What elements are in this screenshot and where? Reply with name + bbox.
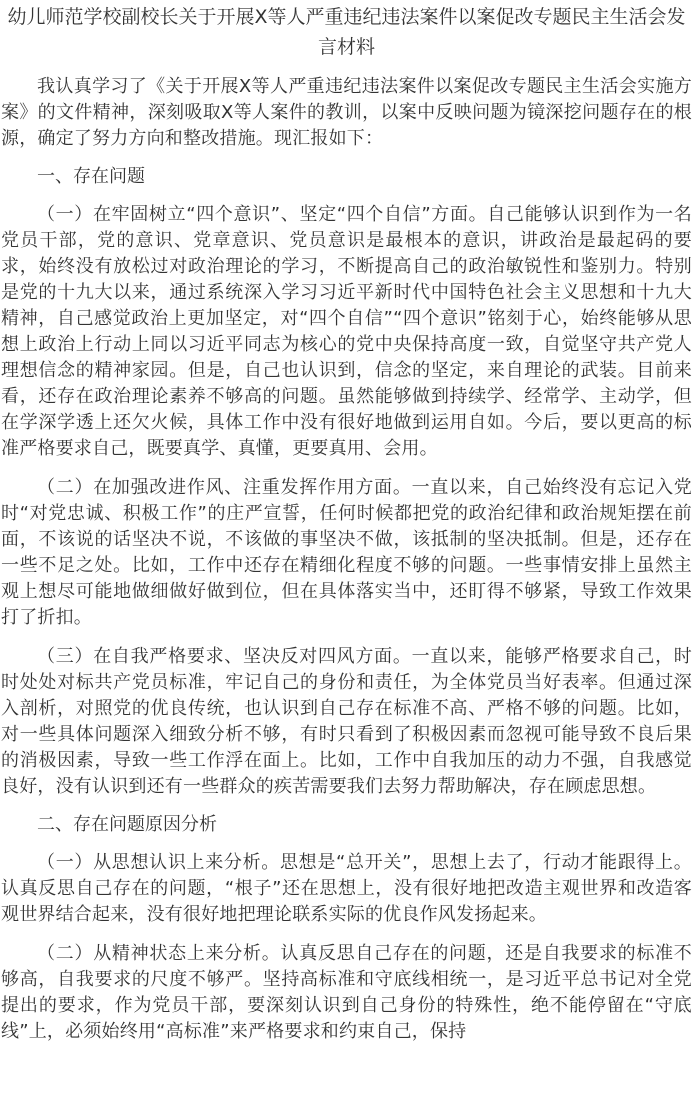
cause-paragraph-2: （二）从精神状态上来分析。认真反思自己存在的问题，还是自我要求的标准不够高，自我要求的尺度不够严。坚持高标准和守底线相统一，是习近平总书记对全党提出的要求，作为党员干部，要深刻认识到自己身份的特殊性，绝不能停留在“守底线”上，必须始终用“高标准”来严格要求和约束自己，保持	[1, 943, 692, 1042]
section-heading-problems: 一、存在问题	[37, 166, 145, 187]
problem-paragraph-1: （一）在牢固树立“四个意识”、坚定“四个自信”方面。自己能够认识到作为一名党员干部，党的意识、党章意识、党员意识是最根本的意识，讲政治是最起码的要求，始终没有放松过对政治理论的学习，不断提高自己的政治敏锐性和鉴别力。特别是党的十九大以来，通过系统深入学习习近平新时代中国特色社会主义思想和十九大精神，自己感觉政治上更加坚定，对“四个自信”“四个意识”铭刻于心，始终能够从思想上政治上行动上同以习近平同志为核心的党中央保持高度一致，自觉坚守共产党人理想信念的精神家园。但是，自己也认识到，信念的坚定，来自理论的武装。目前来看，还存在政治理论素养不够高的问题。虽然能够做到持续学、经常学、主动学，但在学深学透上还欠火候，具体工作中没有很好地做到运用自如。今后，要以更高的标准严格要求自己，既要真学、真懂，更要真用、会用。	[1, 204, 692, 459]
intro-paragraph: 我认真学习了《关于开展X等人严重违纪违法案件以案促改专题民主生活会实施方案》的文件精神，深刻吸取X等人案件的教训，以案中反映问题为镜深挖问题存在的根源，确定了努力方向和整改措施。现汇报如下：	[1, 76, 692, 149]
problem-paragraph-3: （三）在自我严格要求、坚决反对四风方面。一直以来，能够严格要求自己，时时处处对标共产党员标准，牢记自己的身份和责任，为全体党员当好表率。但通过深入剖析，对照党的优良传统，也认识到自己存在标准不高、严格不够的问题。比如，对一些具体问题深入细致分析不够，有时只看到了积极因素而忽视可能导致不良后果的消极因素，导致一些工作浮在面上。比如，工作中自我加压的动力不强，自我感觉良好，没有认识到还有一些群众的疾苦需要我们去努力帮助解决，存在顾虑思想。	[1, 646, 692, 797]
cause-paragraph-1: （一）从思想认识上来分析。思想是“总开关”，思想上去了，行动才能跟得上。认真反思自己存在的问题，“根子”还在思想上，没有很好地把改造主观世界和改造客观世界结合起来，没有很好地把理论联系实际的优良作风发扬起来。	[1, 852, 692, 925]
document-title: 幼儿师范学校副校长关于开展X等人严重违纪违法案件以案促改专题民主生活会发言材料	[7, 6, 686, 58]
problem-paragraph-2: （二）在加强改进作风、注重发挥作用方面。一直以来，自己始终没有忘记入党时“对党忠诚、积极工作”的庄严宣誓，任何时候都把党的政治纪律和政治规矩摆在前面，不该说的话坚决不说，不该做的事坚决不做，该抵制的坚决抵制。但是，还存在一些不足之处。比如，工作中还存在精细化程度不够的问题。一些事情安排上虽然主观上想尽可能地做细做好做到位，但在具体落实当中，还盯得不够紧，导致工作效果打了折扣。	[1, 477, 692, 628]
section-heading-causes: 二、存在问题原因分析	[37, 814, 217, 835]
